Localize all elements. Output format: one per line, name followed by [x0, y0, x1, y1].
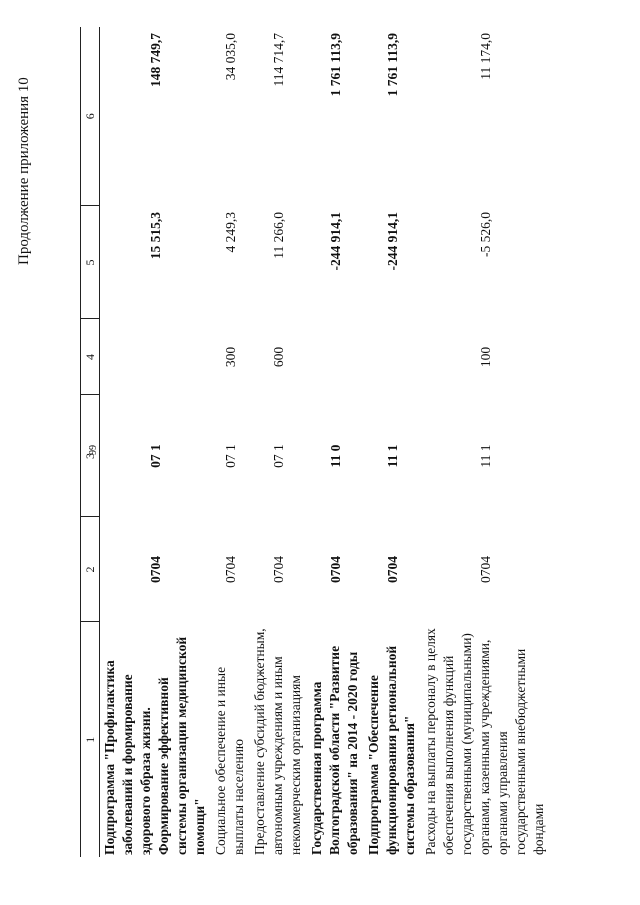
header-col-2: 2 — [81, 517, 100, 622]
target-article-code: 07 1 — [270, 444, 286, 468]
header-col-6: 6 — [81, 27, 100, 206]
row-name: Предоставление субсидий бюджетным, автономным учреждениям и иным некоммерческим организациям — [252, 628, 303, 855]
header-col-5: 5 — [81, 206, 100, 319]
target-article-code: 11 0 — [327, 444, 343, 468]
amount-total: 34 035,0 — [222, 33, 238, 81]
table-row — [211, 27, 250, 857]
expense-type-code: 600 — [270, 346, 286, 368]
amount-total: 148 749,7 — [147, 33, 163, 87]
expense-type-code — [100, 319, 212, 395]
target-article-code: 11 1 — [477, 444, 493, 468]
row-name: Государственная программа Волгоградской области "Развитие образования" на 2014 - 2020 годы — [309, 645, 360, 855]
row-name: Расходы на выплаты персоналу в целях обеспечения выполнения функций государственными (муниципальными) органами, казенными учреждениями, органами управления государственными внебюджетными фондами — [423, 628, 546, 855]
amount-change: -244 914,1 — [327, 212, 343, 271]
amount-total: 11 174,0 — [477, 33, 493, 80]
appendix-continuation-note: Продолжение приложения 10 — [16, 77, 32, 265]
amount-change: -5 526,0 — [477, 212, 493, 257]
target-article-code: 11 1 — [384, 444, 400, 468]
amount-total: 1 761 113,9 — [327, 33, 343, 97]
section-code: 0704 — [327, 556, 343, 583]
row-name: Подпрограмма "Профилактика заболеваний и формирование здорового образа жизни. Формирование эффективной системы организации медицинской помощи" — [102, 636, 207, 855]
section-code: 0704 — [477, 556, 493, 583]
row-name: Подпрограмма "Обеспечение функционирования региональной системы образования" — [366, 645, 417, 855]
table-row — [421, 27, 550, 857]
table-body — [100, 27, 551, 857]
expense-type-code: 300 — [222, 346, 238, 368]
header-col-1: 1 — [81, 622, 100, 857]
table-row — [250, 27, 307, 857]
amount-change: 4 249,3 — [222, 212, 238, 253]
table-header-row — [81, 27, 100, 857]
expense-type-code — [364, 319, 421, 395]
amount-change: 15 515,3 — [147, 212, 163, 260]
section-code: 0704 — [222, 556, 238, 583]
section-code: 0704 — [147, 556, 163, 583]
amount-change: 11 266,0 — [270, 212, 286, 259]
expense-type-code — [307, 319, 364, 395]
row-name: Социальное обеспечение и иные выплаты населению — [213, 666, 246, 855]
table-row — [100, 27, 212, 857]
table-row — [307, 27, 364, 857]
amount-total: 1 761 113,9 — [384, 33, 400, 97]
page-number: 99 — [88, 445, 99, 455]
budget-table — [80, 27, 550, 857]
target-article-code: 07 1 — [147, 444, 163, 468]
target-article-code: 07 1 — [222, 444, 238, 468]
section-code: 0704 — [270, 556, 286, 583]
amount-change: -244 914,1 — [384, 212, 400, 271]
header-col-4: 4 — [81, 319, 100, 395]
amount-total: 114 714,7 — [270, 33, 286, 87]
header-col-3: 3 — [81, 395, 100, 517]
expense-type-code: 100 — [477, 346, 493, 368]
table-row — [364, 27, 421, 857]
section-code: 0704 — [384, 556, 400, 583]
